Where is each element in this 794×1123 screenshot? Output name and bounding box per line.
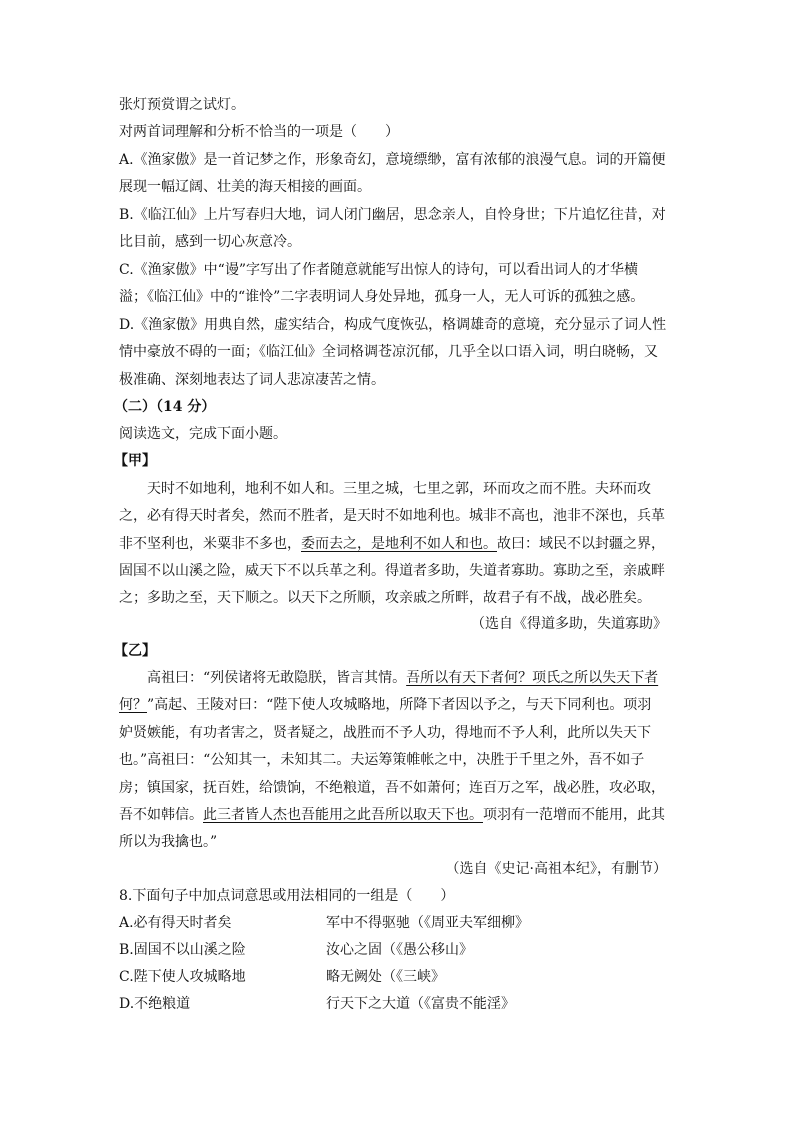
q7-tail-text: 张灯预赏谓之试灯。 [119,97,245,113]
passage-jia-line [119,534,665,554]
passage-jia-line: 天时不如地利，地利不如人和。三里之城，七里之郭，环而攻之而不胜。夫环而攻 [147,481,651,497]
passage-yi-source: （选自《史记·高祖本纪》，有删节） [445,861,667,877]
passage-text: 故曰：域民不以封疆之界， [497,536,665,552]
q8-option-d-left: D.不绝粮道 [119,996,191,1012]
passage-jia-line: 之，必有得天时者矣，然而不胜者，是天时不如地利也。城非不高也，池非不深也，兵革 [119,508,665,524]
q8-option-b-right: 汝心之固（《愚公移山》 [326,942,473,958]
q7-option-d-line2: 情中豪放不碍的一面；《临江仙》全词格调苍凉沉郁，几乎全以口语入词，明白晓畅，又 [119,344,658,360]
section-title: （二）（14 分） [114,399,216,415]
q8-option-b-left: B.固国不以山溪之险 [119,942,246,958]
q8-option-a-right: 军中不得驱驰（《周亚夫军细柳》 [326,915,529,931]
passage-yi-line: 妒贤嫉能，有功者害之，贤者疑之，战胜而不予人功，得地而不予人利，此所以失天下 [119,725,651,741]
passage-yi-line [119,805,665,825]
q7-option-a-line1: A.《渔家傲》是一首记梦之作，形象奇幻，意境缥缈，富有浓郁的浪漫气息。词的开篇便 [119,152,666,168]
underlined-sentence: 委而去之，是地利不如人和也。 [301,536,497,552]
q7-option-b-line2: 比目前，感到一切心灰意冷。 [119,234,301,250]
q8-option-c-left: C.陛下使人攻城略地 [119,969,246,985]
q8-option-c-right: 略无阙处（《三峡》 [326,969,445,985]
section-instruction: 阅读选文，完成下面小题。 [119,426,287,442]
passage-yi-line [119,695,651,715]
q8-stem: 8.下面句子中加点词意思或用法相同的一组是（ ） [119,888,455,904]
passage-text: 高祖曰：“列侯诸将无敢隐朕，皆言其情。 [147,670,407,686]
passage-text: 项羽有一范增而不能用，此其 [483,807,665,823]
passage-jia-label: 【甲】 [114,453,156,469]
q7-option-c-line1: C.《渔家傲》中“谩”字写出了作者随意就能写出惊人的诗句，可以看出词人的才华横 [119,262,638,278]
passage-text: 非不坚利也，米粟非不多也， [119,536,301,552]
q7-option-c-line2: 溢；《临江仙》中的“谁怜”二字表明词人身处异地，孤身一人，无人可诉的孤独之感。 [119,289,645,305]
q7-option-a-line2: 展现一幅辽阔、壮美的海天相接的画面。 [119,179,371,195]
q8-option-d-right: 行天下之大道（《富贵不能淫》 [326,996,515,1012]
passage-yi-line: 所以为我擒也。” [119,834,218,850]
passage-yi-line: 也。”高祖曰：“公知其一，未知其二。夫运筹策帷帐之中，决胜于千里之外，吾不如子 [119,752,645,768]
q7-option-d-line3: 极准确、深刻地表达了词人悲凉凄苦之情。 [119,372,385,388]
passage-yi-line: 房；镇国家，抚百姓，给馈饷，不绝粮道，吾不如萧何；连百万之军，战必胜，攻必取， [119,780,665,796]
underlined-sentence: 何？ [119,697,147,713]
passage-text: 吾不如韩信。 [119,807,203,823]
underlined-sentence: 此三者皆人杰也吾能用之此吾所以取天下也。 [203,807,483,823]
passage-jia-source: （选自《得道多助，失道寡助》 [471,616,667,632]
q7-option-b-line1: B.《临江仙》上片写春归大地，词人闭门幽居，思念亲人，自怜身世；下片追忆往昔，对 [119,207,666,223]
underlined-sentence: 吾所以有天下者何？项氏之所以失天下者 [406,670,659,686]
passage-yi-label: 【乙】 [114,643,156,659]
q7-stem: 对两首词理解和分析不恰当的一项是（ ） [119,124,399,140]
q7-option-d-line1: D.《渔家傲》用典自然，虚实结合，构成气度恢弘，格调雄奇的意境，充分显示了词人性 [119,317,667,333]
passage-yi-line [147,668,658,688]
passage-jia-line: 之；多助之至，天下顺之。以天下之所顺，攻亲戚之所畔，故君子有不战，战必胜矣。 [119,590,651,606]
q8-option-a-left: A.必有得天时者矣 [119,915,232,931]
passage-jia-line: 固国不以山溪之险，威天下不以兵革之利。得道者多助，失道者寡助。寡助之至，亲戚畔 [119,563,665,579]
passage-text: ”高起、王陵对曰：“陛下使人攻城略地，所降下者因以予之，与天下同利也。项羽 [147,697,652,713]
